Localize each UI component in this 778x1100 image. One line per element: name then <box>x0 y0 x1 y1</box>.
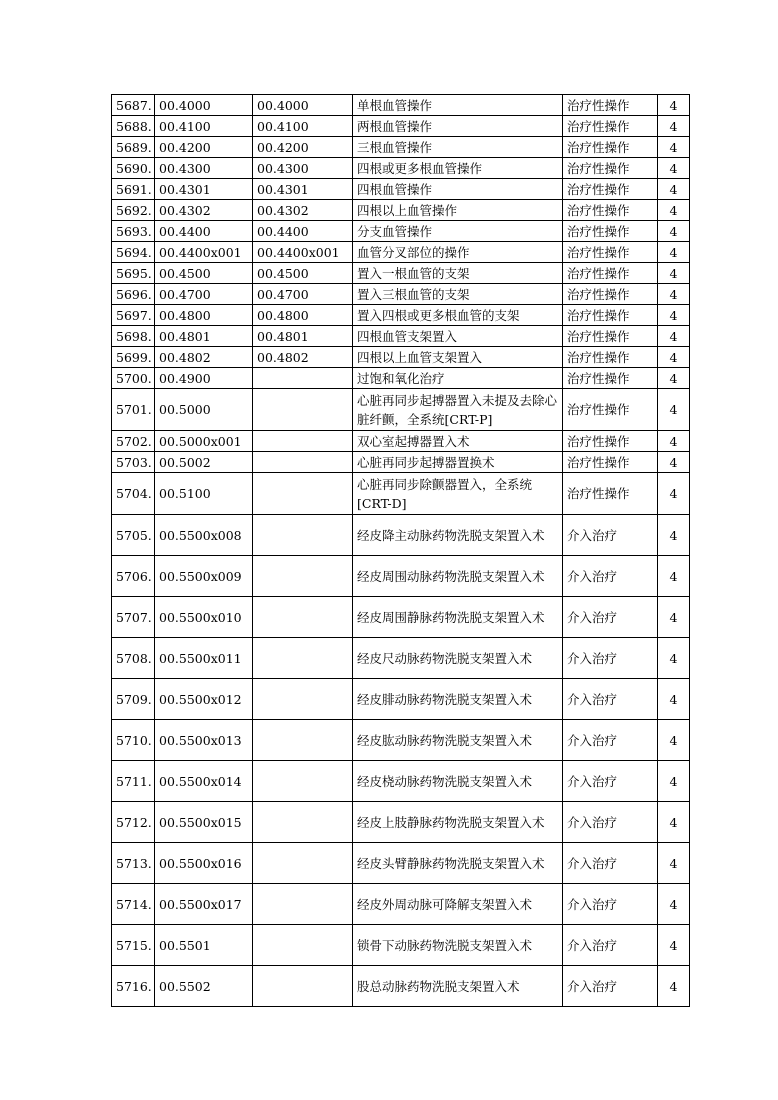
cell-category: 介入治疗 <box>563 638 658 679</box>
cell-level: 4 <box>658 389 690 431</box>
cell-name: 经皮头臂静脉药物洗脱支架置入术 <box>353 843 563 884</box>
cell-code: 00.4400x001 <box>155 242 253 263</box>
cell-level: 4 <box>658 843 690 884</box>
cell-code2 <box>253 638 353 679</box>
cell-level: 4 <box>658 884 690 925</box>
cell-code: 00.5500x008 <box>155 515 253 556</box>
cell-name: 锁骨下动脉药物洗脱支架置入术 <box>353 925 563 966</box>
cell-code2: 00.4700 <box>253 284 353 305</box>
table-row <box>112 95 690 116</box>
cell-category: 治疗性操作 <box>563 137 658 158</box>
cell-code2: 00.4800 <box>253 305 353 326</box>
cell-category: 治疗性操作 <box>563 95 658 116</box>
cell-level: 4 <box>658 158 690 179</box>
cell-idx: 5714. <box>112 884 155 925</box>
cell-category: 介入治疗 <box>563 884 658 925</box>
cell-level: 4 <box>658 597 690 638</box>
cell-idx: 5689. <box>112 137 155 158</box>
cell-category: 介入治疗 <box>563 966 658 1007</box>
cell-idx: 5699. <box>112 347 155 368</box>
table-row <box>112 179 690 200</box>
cell-name: 心脏再同步起搏器置换术 <box>353 452 563 473</box>
cell-level: 4 <box>658 326 690 347</box>
cell-code2: 00.4200 <box>253 137 353 158</box>
cell-level: 4 <box>658 137 690 158</box>
cell-idx: 5704. <box>112 473 155 515</box>
cell-idx: 5694. <box>112 242 155 263</box>
cell-level: 4 <box>658 802 690 843</box>
table-row <box>112 515 690 556</box>
table-row <box>112 368 690 389</box>
cell-code2 <box>253 389 353 431</box>
cell-category: 治疗性操作 <box>563 305 658 326</box>
cell-name: 置入三根血管的支架 <box>353 284 563 305</box>
cell-level: 4 <box>658 305 690 326</box>
table-row <box>112 556 690 597</box>
cell-category: 治疗性操作 <box>563 347 658 368</box>
cell-code: 00.5002 <box>155 452 253 473</box>
cell-code2: 00.4301 <box>253 179 353 200</box>
cell-code: 00.4301 <box>155 179 253 200</box>
cell-name: 心脏再同步除颤器置入，全系统[CRT-D] <box>353 473 563 515</box>
table-row <box>112 137 690 158</box>
cell-name: 经皮上肢静脉药物洗脱支架置入术 <box>353 802 563 843</box>
cell-idx: 5716. <box>112 966 155 1007</box>
cell-name: 四根或更多根血管操作 <box>353 158 563 179</box>
cell-name: 置入一根血管的支架 <box>353 263 563 284</box>
table-row <box>112 431 690 452</box>
cell-level: 4 <box>658 925 690 966</box>
cell-category: 治疗性操作 <box>563 179 658 200</box>
cell-code: 00.4801 <box>155 326 253 347</box>
cell-idx: 5710. <box>112 720 155 761</box>
cell-level: 4 <box>658 221 690 242</box>
cell-name: 两根血管操作 <box>353 116 563 137</box>
cell-category: 介入治疗 <box>563 556 658 597</box>
table-row <box>112 720 690 761</box>
cell-name: 经皮周围动脉药物洗脱支架置入术 <box>353 556 563 597</box>
cell-code: 00.5500x012 <box>155 679 253 720</box>
cell-idx: 5709. <box>112 679 155 720</box>
cell-code: 00.5500x011 <box>155 638 253 679</box>
cell-category: 介入治疗 <box>563 925 658 966</box>
cell-code: 00.5500x015 <box>155 802 253 843</box>
cell-code: 00.5100 <box>155 473 253 515</box>
cell-level: 4 <box>658 179 690 200</box>
cell-code2 <box>253 720 353 761</box>
cell-code2: 00.4500 <box>253 263 353 284</box>
cell-code2: 00.4302 <box>253 200 353 221</box>
cell-name: 四根以上血管操作 <box>353 200 563 221</box>
cell-name: 经皮降主动脉药物洗脱支架置入术 <box>353 515 563 556</box>
cell-code: 00.4300 <box>155 158 253 179</box>
cell-code: 00.4302 <box>155 200 253 221</box>
cell-category: 介入治疗 <box>563 679 658 720</box>
table-row <box>112 597 690 638</box>
procedure-code-table <box>111 94 690 1007</box>
cell-name: 置入四根或更多根血管的支架 <box>353 305 563 326</box>
cell-name: 经皮周围静脉药物洗脱支架置入术 <box>353 597 563 638</box>
cell-level: 4 <box>658 452 690 473</box>
cell-level: 4 <box>658 679 690 720</box>
cell-code2: 00.4000 <box>253 95 353 116</box>
cell-category: 治疗性操作 <box>563 263 658 284</box>
table-row <box>112 263 690 284</box>
cell-level: 4 <box>658 95 690 116</box>
cell-name: 四根以上血管支架置入 <box>353 347 563 368</box>
cell-idx: 5688. <box>112 116 155 137</box>
cell-name: 三根血管操作 <box>353 137 563 158</box>
cell-category: 治疗性操作 <box>563 242 658 263</box>
cell-category: 介入治疗 <box>563 720 658 761</box>
cell-idx: 5697. <box>112 305 155 326</box>
cell-idx: 5715. <box>112 925 155 966</box>
cell-category: 治疗性操作 <box>563 158 658 179</box>
cell-level: 4 <box>658 473 690 515</box>
cell-code2 <box>253 368 353 389</box>
cell-code: 00.5500x010 <box>155 597 253 638</box>
table-row <box>112 326 690 347</box>
table-row <box>112 284 690 305</box>
cell-category: 介入治疗 <box>563 761 658 802</box>
cell-category: 治疗性操作 <box>563 431 658 452</box>
table-row <box>112 966 690 1007</box>
cell-category: 介入治疗 <box>563 515 658 556</box>
cell-code: 00.4500 <box>155 263 253 284</box>
cell-name: 分支血管操作 <box>353 221 563 242</box>
cell-code: 00.4000 <box>155 95 253 116</box>
cell-idx: 5712. <box>112 802 155 843</box>
cell-level: 4 <box>658 720 690 761</box>
cell-name: 血管分叉部位的操作 <box>353 242 563 263</box>
table-row <box>112 638 690 679</box>
cell-category: 治疗性操作 <box>563 473 658 515</box>
cell-name: 过饱和氧化治疗 <box>353 368 563 389</box>
cell-name: 心脏再同步起搏器置入未提及去除心脏纤颤，全系统[CRT-P] <box>353 389 563 431</box>
cell-code2 <box>253 515 353 556</box>
table-row <box>112 843 690 884</box>
cell-code: 00.4900 <box>155 368 253 389</box>
cell-code: 00.5000x001 <box>155 431 253 452</box>
cell-category: 治疗性操作 <box>563 284 658 305</box>
cell-name: 经皮外周动脉可降解支架置入术 <box>353 884 563 925</box>
cell-code2: 00.4100 <box>253 116 353 137</box>
cell-code2 <box>253 761 353 802</box>
cell-level: 4 <box>658 966 690 1007</box>
cell-code: 00.5500x009 <box>155 556 253 597</box>
table-row <box>112 884 690 925</box>
cell-code: 00.5500x014 <box>155 761 253 802</box>
cell-code2: 00.4802 <box>253 347 353 368</box>
table-row <box>112 679 690 720</box>
cell-idx: 5698. <box>112 326 155 347</box>
table-row <box>112 802 690 843</box>
table-row <box>112 925 690 966</box>
cell-code: 00.4100 <box>155 116 253 137</box>
cell-level: 4 <box>658 556 690 597</box>
cell-level: 4 <box>658 284 690 305</box>
cell-code2 <box>253 431 353 452</box>
table-row <box>112 389 690 431</box>
cell-idx: 5713. <box>112 843 155 884</box>
cell-code2 <box>253 597 353 638</box>
table-row <box>112 305 690 326</box>
cell-code: 00.5502 <box>155 966 253 1007</box>
cell-code: 00.4700 <box>155 284 253 305</box>
cell-code2 <box>253 843 353 884</box>
cell-code: 00.5501 <box>155 925 253 966</box>
cell-category: 治疗性操作 <box>563 389 658 431</box>
table-row <box>112 200 690 221</box>
cell-code2: 00.4801 <box>253 326 353 347</box>
cell-code2 <box>253 473 353 515</box>
cell-category: 治疗性操作 <box>563 368 658 389</box>
cell-code2 <box>253 556 353 597</box>
table-row <box>112 221 690 242</box>
cell-name: 单根血管操作 <box>353 95 563 116</box>
cell-code: 00.5500x016 <box>155 843 253 884</box>
cell-level: 4 <box>658 368 690 389</box>
cell-category: 介入治疗 <box>563 597 658 638</box>
cell-code2 <box>253 966 353 1007</box>
cell-level: 4 <box>658 116 690 137</box>
cell-idx: 5690. <box>112 158 155 179</box>
cell-code2: 00.4300 <box>253 158 353 179</box>
cell-idx: 5706. <box>112 556 155 597</box>
cell-code2 <box>253 884 353 925</box>
cell-idx: 5708. <box>112 638 155 679</box>
cell-category: 治疗性操作 <box>563 116 658 137</box>
cell-name: 股总动脉药物洗脱支架置入术 <box>353 966 563 1007</box>
cell-category: 治疗性操作 <box>563 200 658 221</box>
cell-idx: 5711. <box>112 761 155 802</box>
cell-code: 00.4800 <box>155 305 253 326</box>
cell-category: 治疗性操作 <box>563 452 658 473</box>
cell-code: 00.4200 <box>155 137 253 158</box>
cell-code: 00.5500x013 <box>155 720 253 761</box>
cell-name: 四根血管支架置入 <box>353 326 563 347</box>
cell-category: 治疗性操作 <box>563 221 658 242</box>
cell-code: 00.5500x017 <box>155 884 253 925</box>
cell-idx: 5701. <box>112 389 155 431</box>
table-row <box>112 452 690 473</box>
cell-code2 <box>253 679 353 720</box>
cell-idx: 5707. <box>112 597 155 638</box>
cell-category: 治疗性操作 <box>563 326 658 347</box>
cell-category: 介入治疗 <box>563 802 658 843</box>
cell-level: 4 <box>658 431 690 452</box>
cell-idx: 5695. <box>112 263 155 284</box>
cell-name: 经皮尺动脉药物洗脱支架置入术 <box>353 638 563 679</box>
table-row <box>112 242 690 263</box>
cell-level: 4 <box>658 200 690 221</box>
cell-code2: 00.4400 <box>253 221 353 242</box>
table-body <box>112 95 690 1007</box>
cell-category: 介入治疗 <box>563 843 658 884</box>
cell-code: 00.4400 <box>155 221 253 242</box>
cell-idx: 5700. <box>112 368 155 389</box>
cell-idx: 5687. <box>112 95 155 116</box>
cell-idx: 5692. <box>112 200 155 221</box>
cell-code2 <box>253 802 353 843</box>
cell-name: 四根血管操作 <box>353 179 563 200</box>
cell-code2 <box>253 925 353 966</box>
table-row <box>112 116 690 137</box>
cell-name: 经皮腓动脉药物洗脱支架置入术 <box>353 679 563 720</box>
cell-idx: 5703. <box>112 452 155 473</box>
cell-level: 4 <box>658 263 690 284</box>
cell-level: 4 <box>658 515 690 556</box>
cell-idx: 5693. <box>112 221 155 242</box>
cell-idx: 5705. <box>112 515 155 556</box>
cell-level: 4 <box>658 761 690 802</box>
cell-name: 经皮肱动脉药物洗脱支架置入术 <box>353 720 563 761</box>
cell-name: 经皮桡动脉药物洗脱支架置入术 <box>353 761 563 802</box>
cell-code2 <box>253 452 353 473</box>
cell-level: 4 <box>658 347 690 368</box>
cell-idx: 5702. <box>112 431 155 452</box>
cell-code: 00.5000 <box>155 389 253 431</box>
cell-idx: 5691. <box>112 179 155 200</box>
cell-code2: 00.4400x001 <box>253 242 353 263</box>
cell-level: 4 <box>658 242 690 263</box>
cell-level: 4 <box>658 638 690 679</box>
table-row <box>112 347 690 368</box>
table-row <box>112 761 690 802</box>
table-row <box>112 473 690 515</box>
cell-code: 00.4802 <box>155 347 253 368</box>
table-row <box>112 158 690 179</box>
cell-name: 双心室起搏器置入术 <box>353 431 563 452</box>
cell-idx: 5696. <box>112 284 155 305</box>
